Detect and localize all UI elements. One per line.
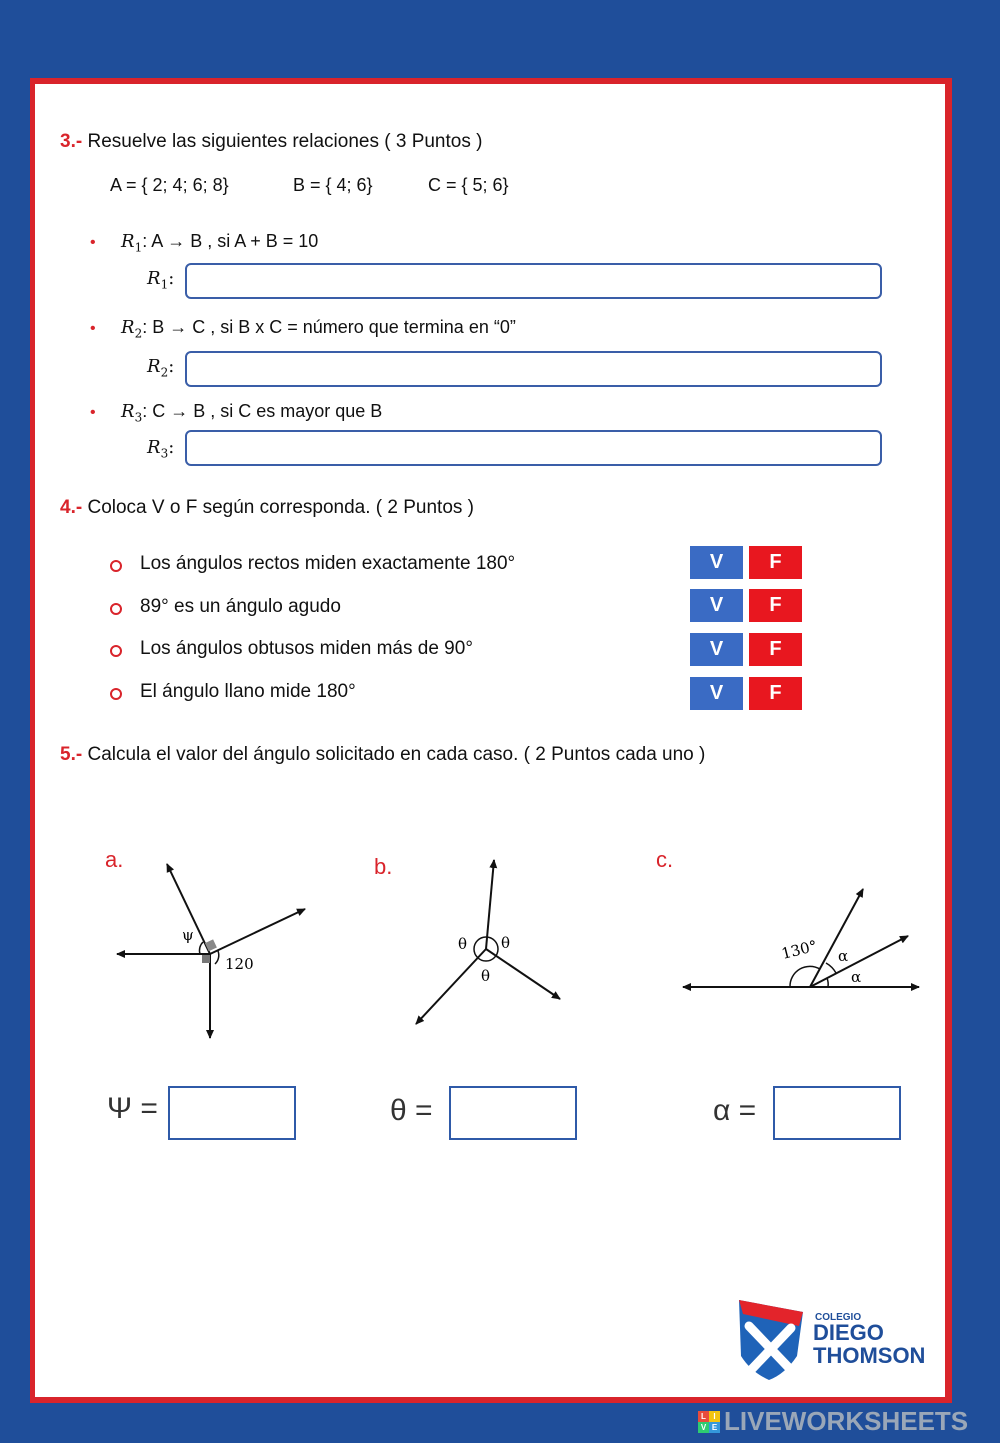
circle-icon: [110, 645, 122, 657]
relation-3-name: R: [121, 401, 135, 422]
relation-2-statement: [121, 317, 516, 341]
figure-b-theta-bottom: θ: [481, 967, 491, 985]
q4-title: Coloca V o F según corresponda. ( 2 Puntos ): [87, 497, 475, 518]
statement-2-false-button[interactable]: F: [749, 589, 802, 622]
relation-1-sub: 1: [134, 240, 143, 255]
statement-1: Los ángulos rectos miden exactamente 180°: [140, 553, 516, 574]
liveworksheets-logo-icon: L I V E: [698, 1411, 720, 1433]
relation-2-sub: 2: [134, 326, 143, 341]
q5-heading: [60, 744, 705, 766]
relation-1-text: : A → B , si A + B = 10: [142, 231, 319, 251]
q3-title: Resuelve las siguientes relaciones ( 3 Puntos ): [87, 131, 483, 152]
figure-c-alpha-upper: α: [838, 947, 849, 965]
bullet: •: [90, 404, 96, 421]
statement-3-false-button[interactable]: F: [749, 633, 802, 666]
figure-c-alpha-lower: α: [851, 968, 862, 986]
statement-1-true-button[interactable]: V: [690, 546, 743, 579]
q5-title: Calcula el valor del ángulo solicitado en cada caso. ( 2 Puntos cada uno ): [87, 744, 706, 765]
figure-a-letter: a.: [105, 847, 124, 872]
logo-line1: DIEGO: [813, 1320, 884, 1345]
statement-4-true-button[interactable]: V: [690, 677, 743, 710]
set-c: C = { 5; 6}: [428, 175, 509, 195]
psi-answer-input[interactable]: [168, 1086, 296, 1140]
statement-2-true-button[interactable]: V: [690, 589, 743, 622]
circle-icon: [110, 560, 122, 572]
statement-3: Los ángulos obtusos miden más de 90°: [140, 638, 473, 659]
figure-c-letter: c.: [656, 847, 674, 872]
theta-equation-label: θ =: [390, 1094, 433, 1127]
set-a: A = { 2; 4; 6; 8}: [110, 175, 229, 195]
psi-equation-label: Ψ =: [107, 1092, 158, 1125]
relation-3-sub: 3: [134, 410, 143, 425]
theta-answer-input[interactable]: [449, 1086, 577, 1140]
worksheet-page: [30, 78, 952, 1403]
liveworksheets-watermark: LIVEWORKSHEETS: [724, 1406, 969, 1436]
logo-line2: THOMSON: [813, 1343, 926, 1368]
alpha-equation-label: α =: [713, 1094, 757, 1127]
relation-1-statement: [121, 231, 318, 255]
statement-4: El ángulo llano mide 180°: [140, 681, 356, 702]
q3-number: 3.-: [60, 131, 83, 152]
logo-colegio: COLEGIO: [815, 1312, 862, 1323]
alpha-answer-input[interactable]: [773, 1086, 901, 1140]
q5-number: 5.-: [60, 744, 83, 765]
bullet: •: [90, 320, 96, 337]
figure-a-psi-label: ψ: [182, 926, 194, 944]
q4-number: 4.-: [60, 497, 83, 518]
relation-2-answer-label: $R_2$:: [147, 356, 175, 380]
school-shield-logo-icon: [735, 1296, 807, 1382]
statement-3-true-button[interactable]: V: [690, 633, 743, 666]
figure-a-diagram: [105, 854, 325, 1044]
relation-3-answer-label: $R_3$:: [147, 437, 175, 461]
relation-3-answer-input[interactable]: [185, 430, 882, 466]
relation-2-text: : B → C , si B x C = número que termina en “0”: [142, 317, 516, 337]
statement-2: 89° es un ángulo agudo: [140, 596, 341, 617]
statement-4-false-button[interactable]: F: [749, 677, 802, 710]
relation-1-answer-input[interactable]: [185, 263, 882, 299]
figure-c-diagram: [675, 879, 925, 1009]
statement-1-false-button[interactable]: F: [749, 546, 802, 579]
set-b: B = { 4; 6}: [293, 175, 373, 195]
circle-icon: [110, 603, 122, 615]
circle-icon: [110, 688, 122, 700]
figure-b-theta-right: θ: [501, 934, 511, 952]
figure-c-given-angle: 130°: [779, 936, 820, 963]
bullet: •: [90, 234, 96, 251]
relation-2-name: R: [121, 317, 135, 338]
q4-heading: [60, 497, 474, 519]
figure-b-diagram: [400, 854, 570, 1034]
relation-1-name: R: [121, 231, 135, 252]
relation-2-answer-input[interactable]: [185, 351, 882, 387]
relation-3-statement: [121, 401, 382, 425]
relation-3-text: : C → B , si C es mayor que B: [142, 401, 383, 421]
q3-heading: [60, 131, 482, 153]
figure-a-given-angle: 120: [225, 955, 254, 973]
relation-1-answer-label: $R_1$:: [147, 268, 175, 292]
figure-b-theta-left: θ: [458, 935, 468, 953]
figure-b-letter: b.: [374, 854, 393, 879]
